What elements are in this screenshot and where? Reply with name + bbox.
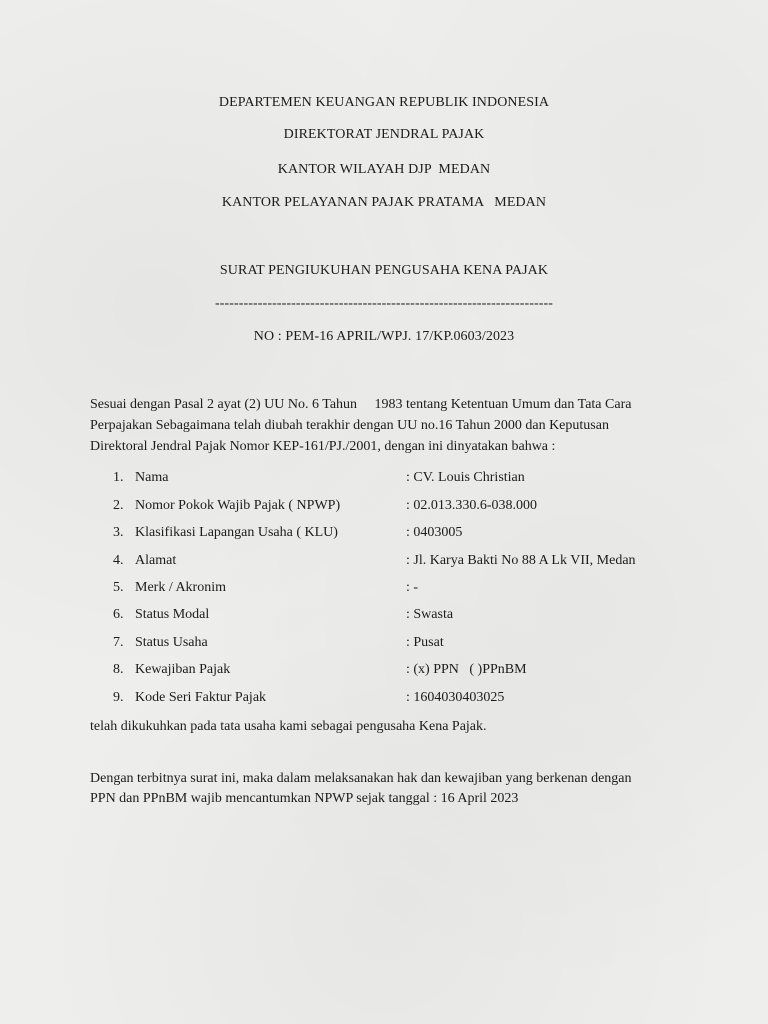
list-item-name <box>0 468 768 488</box>
confirmation-line: telah dikukuhkan pada tata usaha kami sebagai pengusaha Kena Pajak. <box>90 719 487 734</box>
item-number: 5. <box>113 580 124 595</box>
item-label: Kode Seri Faktur Pajak <box>135 690 267 705</box>
closing-paragraph <box>90 769 690 809</box>
item-value: : 02.013.330.6-038.000 <box>406 498 538 513</box>
closing-line: Dengan terbitnya surat ini, maka dalam melaksanakan hak dan kewajiban yang berkenan dengan <box>90 771 632 786</box>
header-regional-office: KANTOR WILAYAH DJP MEDAN <box>277 162 491 177</box>
item-number: 4. <box>113 553 124 568</box>
document-title: SURAT PENGIUKUHAN PENGUSAHA KENA PAJAK <box>219 263 549 278</box>
item-number: 1. <box>113 470 124 485</box>
intro-line: Direktoral Jendral Pajak Nomor KEP-161/PJ./2001, dengan ini dinyatakan bahwa : <box>90 439 556 454</box>
item-number: 6. <box>113 607 124 622</box>
item-label: Kewajiban Pajak <box>135 662 231 677</box>
item-label: Nama <box>135 470 169 485</box>
item-label: Klasifikasi Lapangan Usaha ( KLU) <box>135 525 338 540</box>
item-label: Nomor Pokok Wajib Pajak ( NPWP) <box>135 498 341 513</box>
list-item-capital-status <box>0 605 768 625</box>
list-item-address <box>0 551 768 571</box>
confirmation-paragraph <box>90 716 690 737</box>
item-number: 8. <box>113 662 124 677</box>
list-item-business-status <box>0 633 768 653</box>
item-number: 9. <box>113 690 124 705</box>
list-item-invoice-code <box>0 688 768 708</box>
item-value: : Pusat <box>406 635 444 650</box>
item-value: : - <box>406 580 419 595</box>
item-label: Alamat <box>135 553 177 568</box>
item-label: Status Modal <box>135 607 210 622</box>
list-item-npwp <box>0 496 768 516</box>
header-service-office: KANTOR PELAYANAN PAJAK PRATAMA MEDAN <box>221 195 547 210</box>
item-value: : 0403005 <box>406 525 463 540</box>
item-label: Status Usaha <box>135 635 208 650</box>
item-value: : CV. Louis Christian <box>406 470 525 485</box>
header-department: DEPARTEMEN KEUANGAN REPUBLIK INDONESIA <box>218 95 550 110</box>
intro-paragraph <box>90 394 690 457</box>
document-number: NO : PEM-16 APRIL/WPJ. 17/KP.0603/2023 <box>253 329 515 344</box>
item-number: 3. <box>113 525 124 540</box>
item-value: : 1604030403025 <box>406 690 505 705</box>
item-number: 2. <box>113 498 124 513</box>
list-item-tax-obligation <box>0 660 768 680</box>
intro-line: Perpajakan Sebagaimana telah diubah terakhir dengan UU no.16 Tahun 2000 dan Keputusan <box>90 418 609 433</box>
title-separator: ----------------------------------------------------------------------- <box>214 296 554 311</box>
header-directorate: DIREKTORAT JENDRAL PAJAK <box>283 127 485 142</box>
item-label: Merk / Akronim <box>135 580 226 595</box>
intro-line: Sesuai dengan Pasal 2 ayat (2) UU No. 6 Tahun 1983 tentang Ketentuan Umum dan Tata Cara <box>90 397 632 412</box>
item-value: : Swasta <box>406 607 454 622</box>
closing-line: PPN dan PPnBM wajib mencantumkan NPWP sejak tanggal : 16 April 2023 <box>90 791 519 806</box>
item-value: : Jl. Karya Bakti No 88 A Lk VII, Medan <box>406 553 636 568</box>
list-item-brand <box>0 578 768 598</box>
list-item-klu <box>0 523 768 543</box>
item-number: 7. <box>113 635 124 650</box>
item-value: : (x) PPN ( )PPnBM <box>406 662 527 677</box>
